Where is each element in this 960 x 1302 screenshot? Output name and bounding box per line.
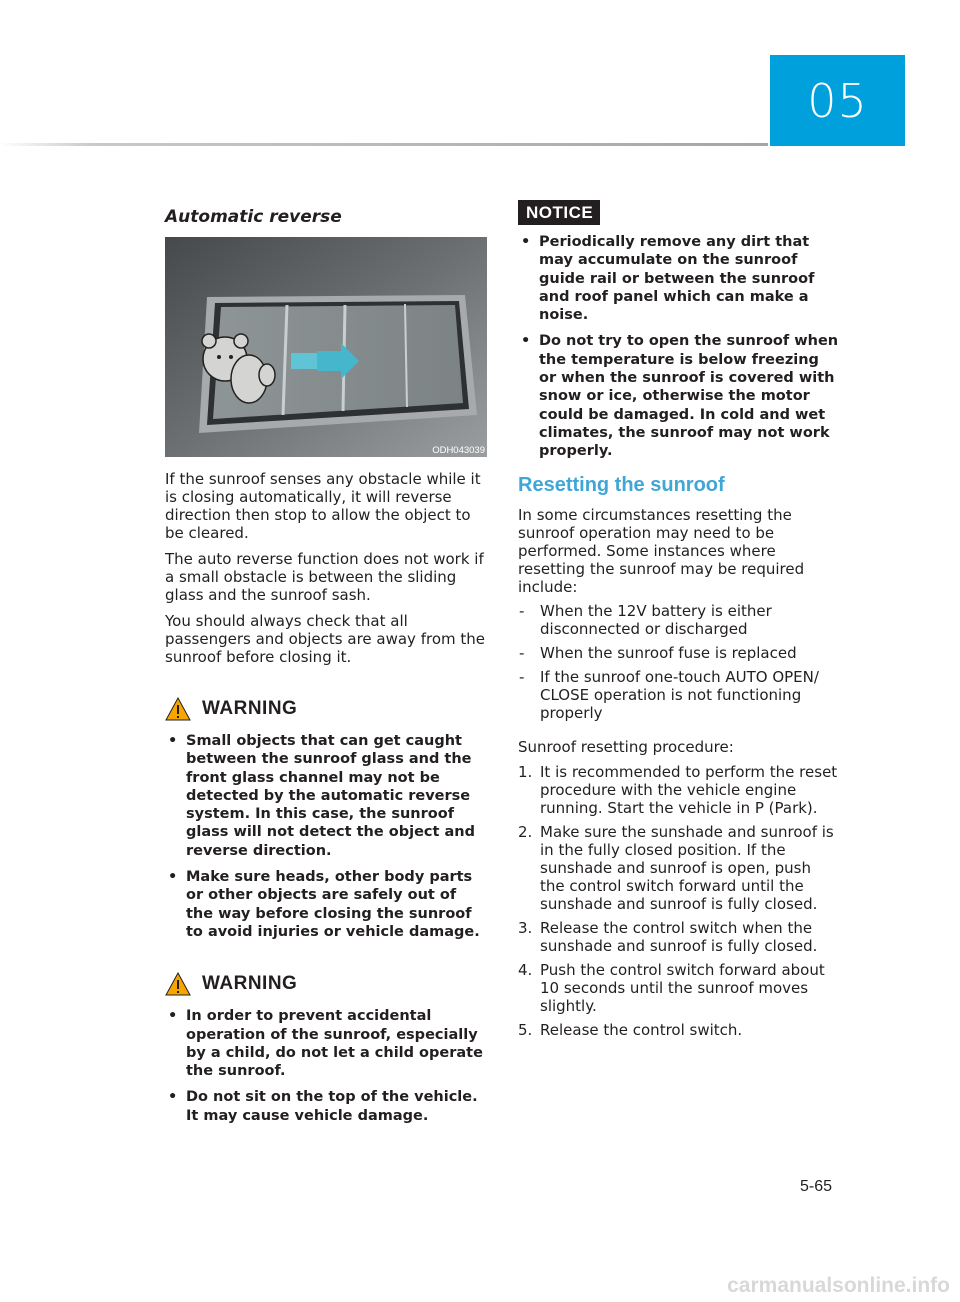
- procedure-steps: [518, 763, 840, 1039]
- warning-item: • In order to prevent accidental operation of the sunroof, especially by a child, do not let a child operate the sunroof.: [165, 1007, 487, 1080]
- paragraph: The auto reverse function does not work if a small obstacle is between the sliding glass and the sunroof sash.: [165, 550, 484, 604]
- warning-header: [165, 971, 487, 997]
- warning-list: [165, 732, 487, 941]
- left-column: [165, 200, 487, 1133]
- warning-item: • Do not sit on the top of the vehicle. It may cause vehicle damage.: [165, 1088, 487, 1125]
- chapter-tab: 05: [770, 55, 905, 146]
- step-number: 1.: [518, 762, 533, 781]
- procedure-step: [518, 919, 840, 955]
- warning-triangle-icon: [165, 697, 191, 721]
- paragraph: If the sunroof senses any obstacle while it is closing automatically, it will reverse direction then stop to allow the object to be cleared.: [165, 470, 481, 542]
- step-text: It is recommended to perform the reset procedure with the vehicle engine running. Start the vehicle in P (Park).: [540, 762, 838, 817]
- instance-item: - If the sunroof one-touch AUTO OPEN/ CLOSE operation is not functioning properly: [518, 668, 840, 722]
- warning-item: • Make sure heads, other body parts or other objects are safely out of the way before closing the sunroof to avoid injuries or vehicle damage.: [165, 868, 487, 941]
- sunroof-illustration-svg: [165, 237, 487, 457]
- procedure-step: [518, 961, 840, 1015]
- warning-item: • Small objects that can get caught between the sunroof glass and the front glass channel may not be detected by the automatic reverse system. In this case, the sunroof glass will not detect the object and reverse direction.: [165, 732, 487, 860]
- step-number: 2.: [518, 822, 533, 841]
- procedure-label: Sunroof resetting procedure:: [518, 737, 734, 756]
- step-text: Release the control switch.: [540, 1020, 743, 1039]
- warning-list: [165, 1007, 487, 1125]
- warning-header: [165, 696, 487, 722]
- step-number: 5.: [518, 1020, 533, 1039]
- subheading: Automatic reverse: [165, 207, 342, 227]
- right-column: [518, 200, 840, 1045]
- step-text: Push the control switch forward about 10 seconds until the sunroof moves slightly.: [540, 960, 825, 1015]
- notice-item: • Periodically remove any dirt that may accumulate on the sunroof guide rail or between the sunroof and roof panel which can make a noise.: [518, 233, 840, 324]
- notice-badge: NOTICE: [518, 200, 600, 225]
- figure-code: ODH043039: [432, 445, 485, 456]
- step-text: Make sure the sunshade and sunroof is in the fully closed position. If the sunshade and sunroof is open, push the control switch forward until the sunshade and sunroof is fully closed.: [540, 822, 834, 913]
- warning-title: WARNING: [202, 698, 298, 719]
- watermark-link[interactable]: carmanualsonline.info: [727, 1274, 950, 1297]
- sunroof-illustration: [165, 237, 487, 457]
- warning-triangle-icon: [165, 972, 191, 996]
- notice-item: • Do not try to open the sunroof when the temperature is below freezing or when the sunroof is covered with snow or ice, otherwise the motor could be damaged. In cold and wet climates, the sunroof may not work properly.: [518, 332, 840, 460]
- chapter-rule: [0, 143, 768, 146]
- procedure-step: [518, 823, 840, 913]
- warning-title: WARNING: [202, 973, 298, 995]
- page-number: 5-65: [799, 1178, 832, 1195]
- instance-item: - When the 12V battery is either disconnected or discharged: [518, 602, 840, 638]
- notice-list: [518, 233, 840, 461]
- paragraph: You should always check that all passengers and objects are away from the sunroof before closing it.: [165, 612, 485, 666]
- step-number: 4.: [518, 960, 533, 979]
- procedure-step: [518, 763, 840, 817]
- intro-paragraph: In some circumstances resetting the sunroof operation may need to be performed. Some instances where resetting the sunroof may be required include:: [518, 505, 805, 596]
- procedure-step: [518, 1021, 840, 1039]
- step-number: 3.: [518, 918, 533, 937]
- step-text: Release the control switch when the sunshade and sunroof is fully closed.: [540, 918, 818, 955]
- instance-item: - When the sunroof fuse is replaced: [518, 644, 840, 662]
- instance-list: [518, 602, 840, 722]
- section-title: Resetting the sunroof: [518, 473, 725, 496]
